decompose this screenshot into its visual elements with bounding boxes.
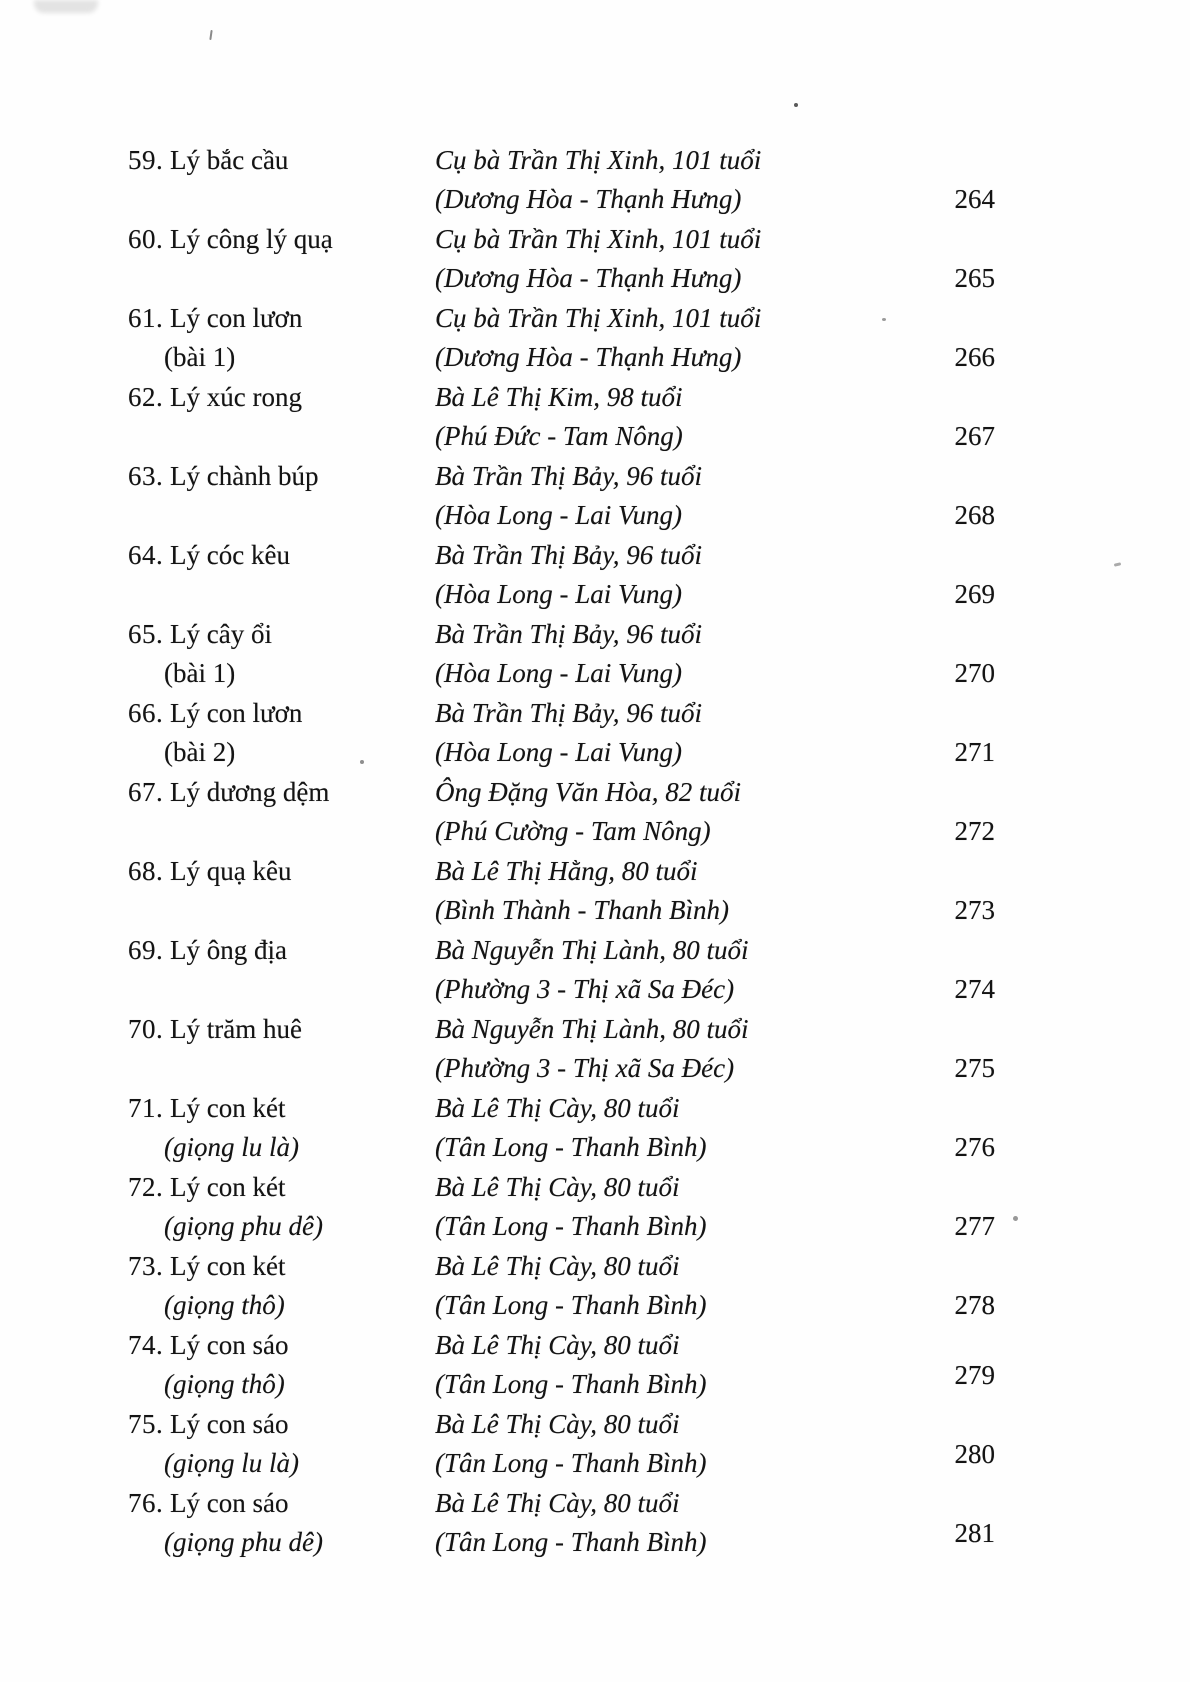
page-spacer <box>935 457 995 496</box>
scan-artifact-corner-smudge <box>34 0 98 13</box>
entry-number: 76. <box>128 1488 164 1518</box>
entry-second-line <box>128 1439 1190 1483</box>
place-name: (Hòa Long - Lai Vung) <box>435 737 682 767</box>
page-spacer <box>935 773 995 812</box>
song-title: Lý con lươn <box>170 698 303 728</box>
entry-first-line <box>128 1247 1190 1286</box>
entry-second-line <box>128 417 1190 456</box>
toc-entry <box>128 1089 1190 1167</box>
toc-entry <box>128 1484 1190 1562</box>
singer-name: Cụ bà Trần Thị Xinh, 101 tuổi <box>435 145 762 175</box>
toc-entry <box>128 378 1190 456</box>
singer-name: Bà Lê Thị Hằng, 80 tuổi <box>435 856 698 886</box>
toc-entry <box>128 852 1190 930</box>
singer-name: Bà Lê Thị Cày, 80 tuổi <box>435 1409 680 1439</box>
entry-number: 63. <box>128 461 164 491</box>
singer-name: Bà Lê Thị Kim, 98 tuổi <box>435 382 683 412</box>
page-number: 266 <box>954 342 995 372</box>
song-title-cell <box>128 378 435 417</box>
toc-entry <box>128 457 1190 535</box>
entry-second-line <box>128 180 1190 219</box>
song-subtitle: (bài 2) <box>164 737 236 767</box>
entry-second-line <box>128 970 1190 1009</box>
song-title-cell <box>128 1484 435 1523</box>
song-title: Lý công lý quạ <box>170 224 333 254</box>
song-title: Lý con sáo <box>170 1409 289 1439</box>
song-title-cell <box>128 536 435 575</box>
entry-number: 73. <box>128 1251 164 1281</box>
page-spacer <box>935 1010 995 1049</box>
singer-name: Bà Lê Thị Cày, 80 tuổi <box>435 1093 680 1123</box>
page-spacer <box>935 1089 995 1128</box>
entry-number: 62. <box>128 382 164 412</box>
toc-entry <box>128 1168 1190 1246</box>
song-title: Lý con sáo <box>170 1330 289 1360</box>
entry-second-line <box>128 1286 1190 1325</box>
page-number: 278 <box>954 1290 995 1320</box>
toc-entry <box>128 931 1190 1009</box>
entry-first-line <box>128 299 1190 338</box>
page-number: 270 <box>954 658 995 688</box>
entry-second-line <box>128 1207 1190 1246</box>
place-name: (Phú Đức - Tam Nông) <box>435 421 683 451</box>
place-name: (Tân Long - Thanh Bình) <box>435 1290 707 1320</box>
entry-first-line <box>128 457 1190 496</box>
entry-first-line <box>128 1484 1190 1523</box>
entry-first-line <box>128 931 1190 970</box>
song-title: Lý chành búp <box>170 461 319 491</box>
toc-entry <box>128 773 1190 851</box>
song-subtitle: (bài 1) <box>164 342 236 372</box>
page-number: 281 <box>954 1518 995 1548</box>
singer-name: Cụ bà Trần Thị Xinh, 101 tuổi <box>435 303 762 333</box>
toc-entry <box>128 1326 1190 1404</box>
song-title-cell <box>128 852 435 891</box>
song-title-cell <box>128 694 435 733</box>
song-title-cell <box>128 773 435 812</box>
page-number: 273 <box>954 895 995 925</box>
page-number: 267 <box>954 421 995 451</box>
place-name: (Phường 3 - Thị xã Sa Đéc) <box>435 1053 735 1083</box>
entry-first-line <box>128 1405 1190 1444</box>
toc-entry <box>128 220 1190 298</box>
entry-first-line <box>128 1010 1190 1049</box>
entry-number: 75. <box>128 1409 164 1439</box>
entry-number: 65. <box>128 619 164 649</box>
song-subtitle: (bài 1) <box>164 658 236 688</box>
page-spacer <box>935 299 995 338</box>
page-number: 275 <box>954 1053 995 1083</box>
song-title-cell <box>128 1247 435 1286</box>
page-spacer <box>935 931 995 970</box>
toc-entry <box>128 536 1190 614</box>
song-title-cell <box>128 931 435 970</box>
singer-name: Bà Trần Thị Bảy, 96 tuổi <box>435 619 703 649</box>
song-subtitle: (giọng lu là) <box>164 1132 299 1162</box>
song-title: Lý xúc rong <box>170 382 302 412</box>
page-number: 264 <box>954 184 995 214</box>
entry-first-line <box>128 1089 1190 1128</box>
song-title: Lý quạ kêu <box>170 856 292 886</box>
song-title: Lý dương dệm <box>170 777 330 807</box>
song-title-cell <box>128 299 435 338</box>
song-title-cell <box>128 1405 435 1444</box>
entry-first-line <box>128 694 1190 733</box>
song-title-cell <box>128 220 435 259</box>
song-subtitle <box>128 891 435 930</box>
song-subtitle: (giọng phu dê) <box>164 1527 323 1557</box>
entry-second-line <box>128 654 1190 693</box>
singer-name: Ông Đặng Văn Hòa, 82 tuổi <box>435 777 741 807</box>
scan-artifact-tick <box>209 30 212 40</box>
page-number: 265 <box>954 263 995 293</box>
singer-name: Cụ bà Trần Thị Xinh, 101 tuổi <box>435 224 762 254</box>
singer-name: Bà Trần Thị Bảy, 96 tuổi <box>435 698 703 728</box>
entry-first-line <box>128 1168 1190 1207</box>
scan-artifact-dot <box>794 103 798 107</box>
singer-name: Bà Nguyễn Thị Lành, 80 tuổi <box>435 1014 749 1044</box>
toc-entry <box>128 615 1190 693</box>
place-name: (Hòa Long - Lai Vung) <box>435 579 682 609</box>
toc-entry <box>128 299 1190 377</box>
entry-number: 64. <box>128 540 164 570</box>
page-number: 272 <box>954 816 995 846</box>
song-subtitle <box>128 812 435 851</box>
entry-second-line <box>128 1049 1190 1088</box>
song-title: Lý con két <box>170 1093 286 1123</box>
place-name: (Dương Hòa - Thạnh Hưng) <box>435 263 742 293</box>
page-number: 271 <box>954 737 995 767</box>
table-of-contents <box>0 141 1190 1563</box>
entry-second-line <box>128 1128 1190 1167</box>
entry-first-line <box>128 141 1190 180</box>
entry-first-line <box>128 378 1190 417</box>
entry-second-line <box>128 812 1190 851</box>
song-subtitle <box>128 496 435 535</box>
page-number: 280 <box>954 1439 995 1469</box>
toc-entry <box>128 694 1190 772</box>
song-title-cell <box>128 1010 435 1049</box>
entry-number: 71. <box>128 1093 164 1123</box>
song-subtitle <box>128 259 435 298</box>
song-subtitle: (giọng thô) <box>164 1290 285 1320</box>
song-title: Lý trăm huê <box>170 1014 302 1044</box>
entry-second-line <box>128 1518 1190 1562</box>
place-name: (Hòa Long - Lai Vung) <box>435 658 682 688</box>
entry-number: 66. <box>128 698 164 728</box>
song-title: Lý cây ổi <box>170 619 272 649</box>
song-title-cell <box>128 141 435 180</box>
place-name: (Tân Long - Thanh Bình) <box>435 1527 707 1557</box>
song-title: Lý bắc cầu <box>170 145 289 175</box>
page-number: 277 <box>954 1211 995 1241</box>
song-subtitle: (giọng lu là) <box>164 1448 299 1478</box>
song-title-cell <box>128 615 435 654</box>
entry-first-line <box>128 536 1190 575</box>
page-spacer <box>935 1475 995 1514</box>
song-subtitle <box>128 970 435 1009</box>
entry-number: 72. <box>128 1172 164 1202</box>
toc-entry <box>128 1247 1190 1325</box>
page-spacer <box>935 141 995 180</box>
song-subtitle <box>128 417 435 456</box>
place-name: (Bình Thành - Thanh Bình) <box>435 895 729 925</box>
entry-first-line <box>128 773 1190 812</box>
page-spacer <box>935 852 995 891</box>
song-title: Lý cóc kêu <box>170 540 290 570</box>
entry-second-line <box>128 891 1190 930</box>
page-spacer <box>935 378 995 417</box>
entry-first-line <box>128 615 1190 654</box>
toc-entry <box>128 1010 1190 1088</box>
song-subtitle <box>128 575 435 614</box>
page-number: 276 <box>954 1132 995 1162</box>
page-spacer <box>935 1168 995 1207</box>
page-spacer <box>935 536 995 575</box>
place-name: (Tân Long - Thanh Bình) <box>435 1369 707 1399</box>
page-number: 268 <box>954 500 995 530</box>
entry-number: 69. <box>128 935 164 965</box>
entry-second-line <box>128 575 1190 614</box>
place-name: (Hòa Long - Lai Vung) <box>435 500 682 530</box>
entry-number: 70. <box>128 1014 164 1044</box>
entry-second-line <box>128 496 1190 535</box>
page-spacer <box>935 1317 995 1356</box>
place-name: (Tân Long - Thanh Bình) <box>435 1132 707 1162</box>
place-name: (Tân Long - Thanh Bình) <box>435 1448 707 1478</box>
page-spacer <box>935 615 995 654</box>
place-name: (Dương Hòa - Thạnh Hưng) <box>435 342 742 372</box>
song-subtitle <box>128 1049 435 1088</box>
place-name: (Dương Hòa - Thạnh Hưng) <box>435 184 742 214</box>
singer-name: Bà Trần Thị Bảy, 96 tuổi <box>435 461 703 491</box>
page-spacer <box>935 1247 995 1286</box>
entry-first-line <box>128 852 1190 891</box>
singer-name: Bà Trần Thị Bảy, 96 tuổi <box>435 540 703 570</box>
song-title: Lý con sáo <box>170 1488 289 1518</box>
song-title-cell <box>128 1089 435 1128</box>
singer-name: Bà Lê Thị Cày, 80 tuổi <box>435 1251 680 1281</box>
entry-number: 60. <box>128 224 164 254</box>
entry-second-line <box>128 338 1190 377</box>
entry-first-line <box>128 1326 1190 1365</box>
singer-name: Bà Nguyễn Thị Lành, 80 tuổi <box>435 935 749 965</box>
page-number: 279 <box>954 1360 995 1390</box>
song-title-cell <box>128 1168 435 1207</box>
page-spacer <box>935 1396 995 1435</box>
toc-entry <box>128 141 1190 219</box>
entry-second-line <box>128 733 1190 772</box>
entry-number: 61. <box>128 303 164 333</box>
place-name: (Phú Cường - Tam Nông) <box>435 816 711 846</box>
place-name: (Tân Long - Thanh Bình) <box>435 1211 707 1241</box>
song-subtitle: (giọng thô) <box>164 1369 285 1399</box>
entry-first-line <box>128 220 1190 259</box>
song-title: Lý con két <box>170 1251 286 1281</box>
singer-name: Bà Lê Thị Cày, 80 tuổi <box>435 1172 680 1202</box>
entry-number: 68. <box>128 856 164 886</box>
page-number: 274 <box>954 974 995 1004</box>
singer-name: Bà Lê Thị Cày, 80 tuổi <box>435 1330 680 1360</box>
song-title: Lý con két <box>170 1172 286 1202</box>
page-spacer <box>935 694 995 733</box>
entry-number: 67. <box>128 777 164 807</box>
song-title: Lý ông địa <box>170 935 287 965</box>
toc-entry <box>128 1405 1190 1483</box>
singer-name: Bà Lê Thị Cày, 80 tuổi <box>435 1488 680 1518</box>
place-name: (Phường 3 - Thị xã Sa Đéc) <box>435 974 735 1004</box>
entry-number: 59. <box>128 145 164 175</box>
song-subtitle <box>128 180 435 219</box>
song-title-cell <box>128 457 435 496</box>
song-title-cell <box>128 1326 435 1365</box>
song-title: Lý con lươn <box>170 303 303 333</box>
entry-second-line <box>128 1360 1190 1404</box>
entry-second-line <box>128 259 1190 298</box>
entry-number: 74. <box>128 1330 164 1360</box>
page-spacer <box>935 220 995 259</box>
page-number: 269 <box>954 579 995 609</box>
song-subtitle: (giọng phu dê) <box>164 1211 323 1241</box>
